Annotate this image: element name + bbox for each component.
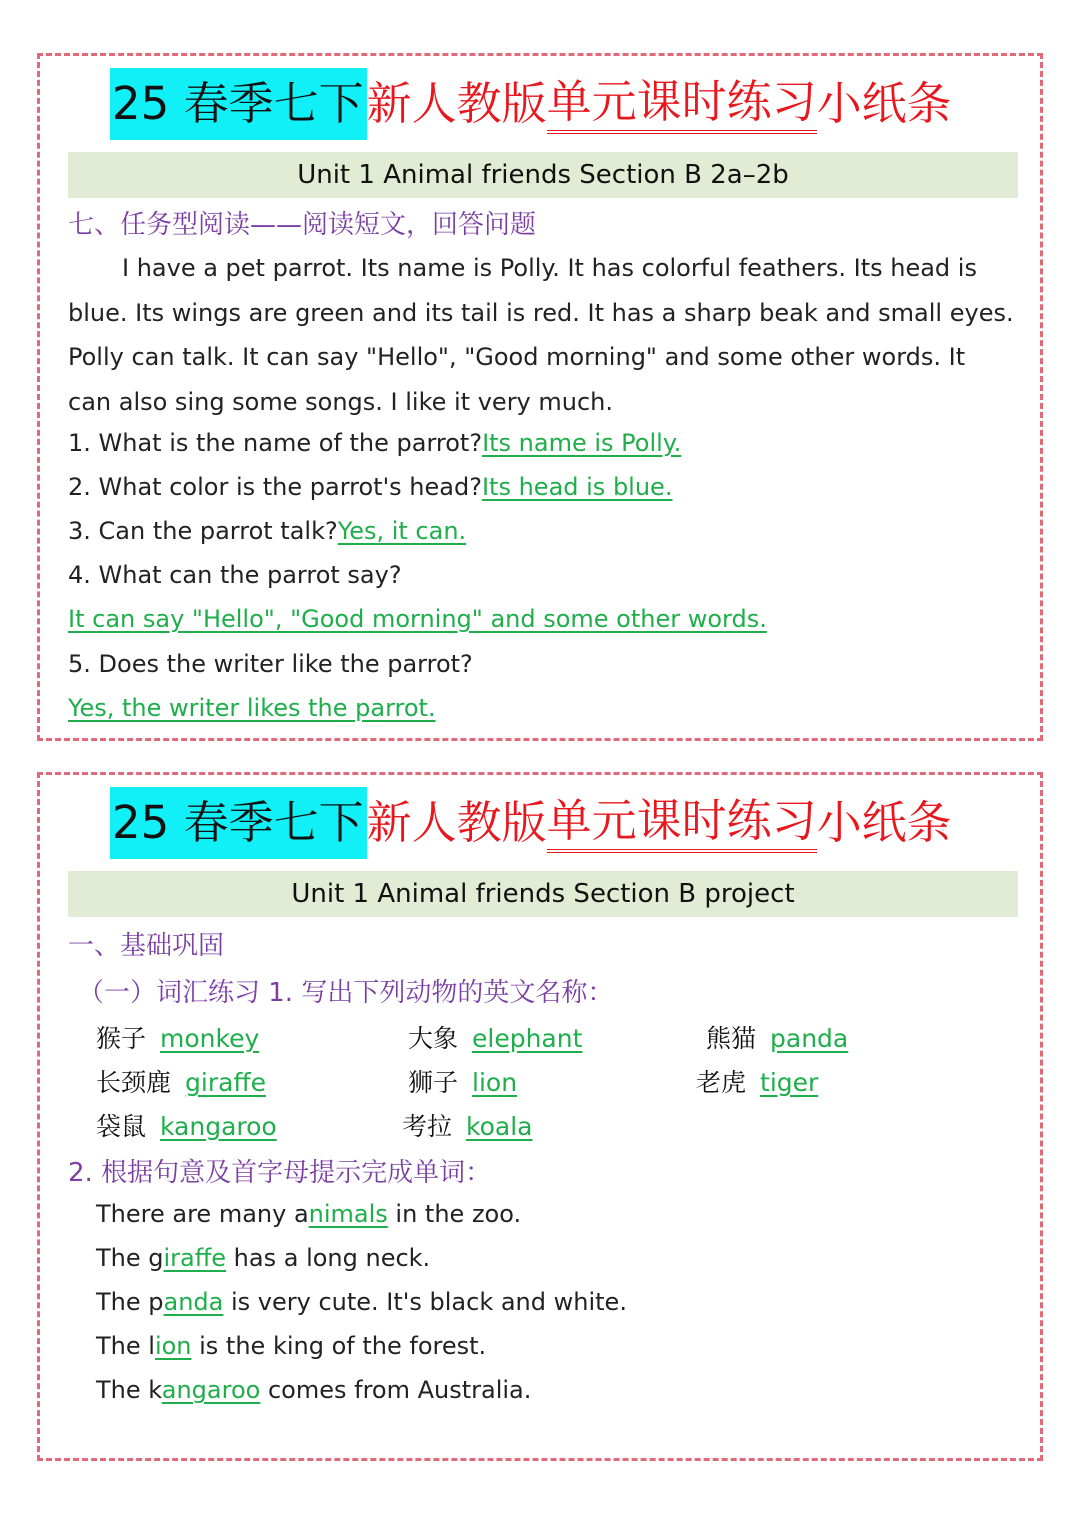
passage-line: can also sing some songs. I like it very much. <box>68 387 614 416</box>
completion-instruction: 2. 根据句意及首字母提示完成单词： <box>68 1158 492 1188</box>
vocab-item: 袋鼠 kangaroo <box>96 1112 277 1141</box>
question-2 <box>68 473 672 501</box>
vocab-item: 考拉 koala <box>402 1112 533 1141</box>
vocab-item: 老虎 tiger <box>696 1068 819 1097</box>
title-highlight: 25 春季七下 <box>110 787 367 859</box>
question-3 <box>68 517 466 545</box>
question-1 <box>68 429 681 457</box>
sentence-5: The kangaroo comes from Australia. <box>96 1376 532 1404</box>
sentence-3: The panda is very cute. It's black and white. <box>96 1288 627 1316</box>
answer-text: Its name is Polly. <box>482 429 682 457</box>
card-title <box>110 68 952 140</box>
sentence-2: The giraffe has a long neck. <box>96 1244 431 1272</box>
question-text: 2. What color is the parrot's head? <box>68 473 482 501</box>
question-text: 3. Can the parrot talk? <box>68 517 338 545</box>
worksheet-card-2 <box>37 772 1043 1461</box>
title-suffix: 小纸条 <box>816 77 952 130</box>
title-highlight: 25 春季七下 <box>110 68 367 140</box>
worksheet-card-1 <box>37 53 1043 741</box>
unit-heading: Unit 1 Animal friends Section B project <box>68 871 1018 917</box>
card-title <box>110 787 952 859</box>
sentence-1: There are many animals in the zoo. <box>96 1200 522 1228</box>
passage-line: I have a pet parrot. Its name is Polly. It has colorful feathers. Its head is <box>122 254 977 282</box>
title-red-text: 新人教版 <box>366 796 547 849</box>
answer-text: Its head is blue. <box>481 473 673 501</box>
vocab-item: 猴子 monkey <box>96 1024 260 1053</box>
title-underlined-text: 单元课时练习 <box>547 793 817 853</box>
answer-text: Yes, it can. <box>337 517 467 545</box>
vocab-item: 大象 elephant <box>408 1024 583 1053</box>
title-underlined-text: 单元课时练习 <box>547 74 817 134</box>
passage-line: blue. Its wings are green and its tail is red. It has a sharp beak and small eyes. <box>68 298 1014 327</box>
unit-heading: Unit 1 Animal friends Section B 2a–2b <box>68 152 1018 198</box>
vocab-item: 狮子 lion <box>408 1068 518 1097</box>
title-suffix: 小纸条 <box>816 796 952 849</box>
reading-passage <box>68 246 1018 424</box>
question-4: 4. What can the parrot say? <box>68 561 402 589</box>
vocab-item: 熊猫 panda <box>706 1024 849 1053</box>
sentence-4: The lion is the king of the forest. <box>96 1332 487 1360</box>
passage-line: Polly can talk. It can say "Hello", "Good morning" and some other words. It <box>68 343 966 371</box>
answer-4: It can say "Hello", "Good morning" and some other words. <box>68 605 767 633</box>
vocab-item: 长颈鹿 giraffe <box>96 1068 267 1097</box>
section-heading: 一、基础巩固 <box>68 931 225 961</box>
title-red-text: 新人教版 <box>366 77 547 130</box>
vocab-instruction: （一）词汇练习 1. 写出下列动物的英文名称： <box>78 978 614 1008</box>
question-text: 1. What is the name of the parrot? <box>68 429 483 457</box>
answer-5: Yes, the writer likes the parrot. <box>68 694 436 722</box>
section-heading: 七、任务型阅读——阅读短文，回答问题 <box>68 210 537 240</box>
question-5: 5. Does the writer like the parrot? <box>68 650 473 678</box>
